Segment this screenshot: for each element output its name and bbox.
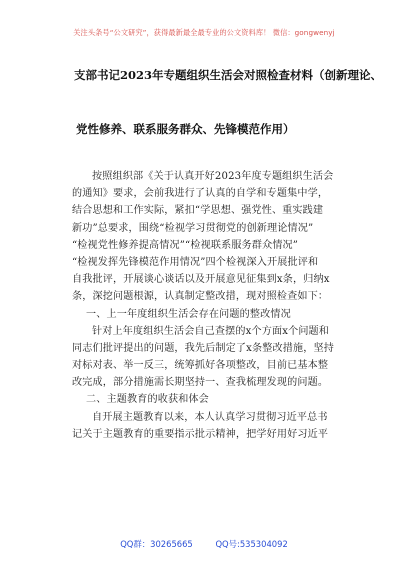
body-text-line: 新功”总要求，围绕“检视学习贯彻党的创新理论情况”: [72, 222, 314, 234]
footer-qq-group: QQ群：30265665: [120, 539, 193, 549]
document-title-line-2: 党性修养、联系服务群众、先锋模范作用）: [76, 122, 295, 136]
document-title-line-1: 支部书记2023年专题组织生活会对照检查材料（创新理论、: [74, 68, 383, 82]
section-heading: 一、上一年度组织生活会存在问题的整改情况: [86, 308, 291, 320]
body-text-line: 对标对表、举一反三，统筹抓好各项整改，目前已基本整: [72, 360, 329, 372]
body-text-line: 条，深挖问题根源，认真制定整改措，现对照检查如下：: [72, 291, 329, 303]
footer-contact: [0, 538, 408, 550]
promo-banner: 关注头条号“公文研究”，获得最新最全最专业的公文资料库！ 微信：gongwenyj: [73, 28, 335, 37]
body-text-line: “检视党性修养提高情况”“检视联系服务群众情况”: [72, 239, 299, 251]
body-text-line: 改完成，部分措施需长期坚持一、查我梳理发现的问题。: [72, 377, 329, 389]
body-text-line: 的通知》要求，会前我进行了认真的自学和专题集中学，: [72, 188, 329, 200]
body-text-line: 同志们批评提出的问题，我先后制定了x条整改措施，坚持: [72, 342, 334, 354]
body-text-line: “检视发挥先锋模范作用情况”四个检视深入开展批评和: [72, 256, 319, 268]
body-text-line: 结合思想和工作实际，紧扣“学思想、强党性、重实践建: [72, 205, 324, 217]
body-text-line: 自我批评，开展谈心谈话以及开展意见征集到x条，归纳x: [72, 274, 330, 286]
body-text-line: 自开展主题教育以来，本人认真学习贯彻习近平总书: [92, 411, 328, 423]
body-text-line: 针对上年度组织生活会自己查摆的x个方面x个问题和: [92, 325, 330, 337]
footer-qq-number: QQ号:535304092: [215, 539, 288, 549]
section-heading: 二、主题教育的收获和体会: [86, 394, 209, 406]
body-text-line: 按照组织部《关于认真开好2023年度专题组织生活会: [92, 171, 334, 182]
document-body: [72, 168, 352, 443]
body-text-line: 记关于主题教育的重要指示批示精神，把学好用好习近平: [72, 428, 329, 440]
